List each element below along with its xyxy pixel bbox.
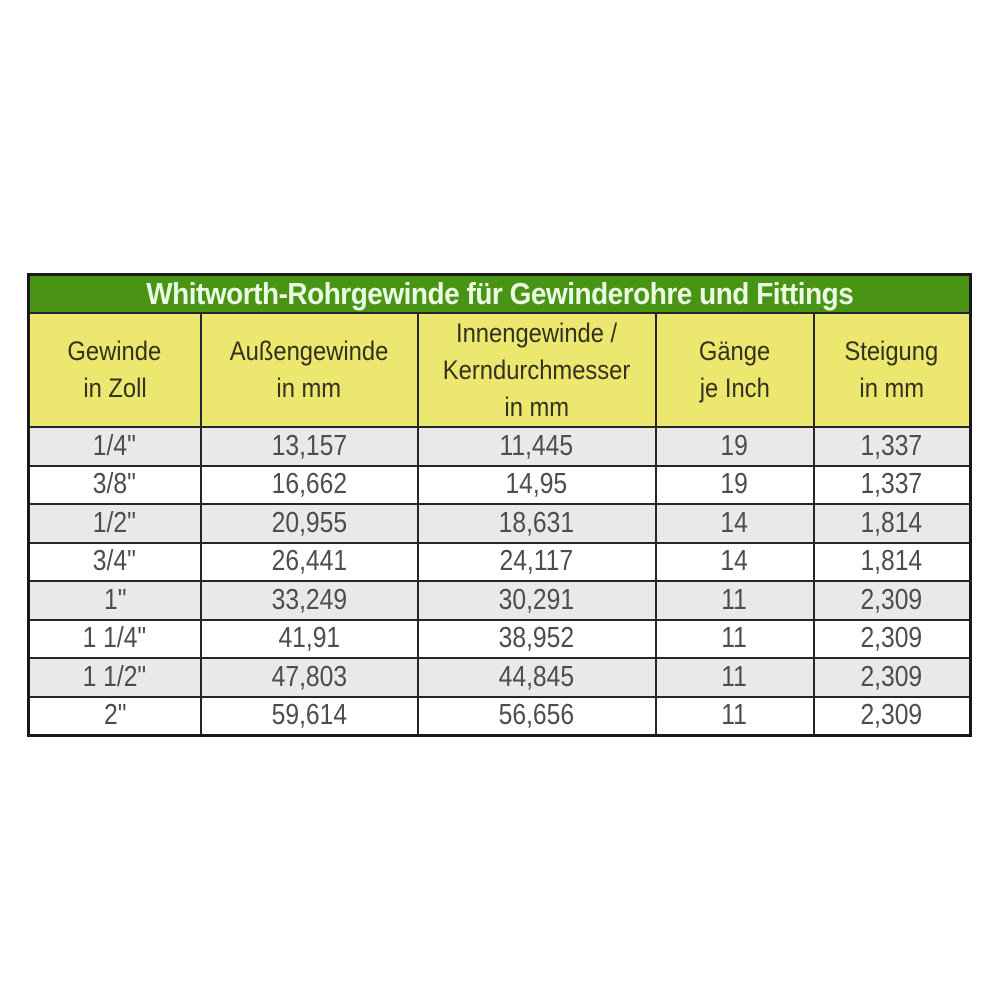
table-row [29, 658, 971, 697]
table-cell-value: 13,157 [271, 429, 347, 462]
table-cell [814, 504, 971, 543]
table-cell [418, 581, 656, 620]
table-cell [656, 581, 814, 620]
table-cell-value: 20,955 [271, 506, 347, 539]
table-cell-value: 30,291 [498, 583, 575, 616]
table-cell-value: 3/4" [93, 545, 137, 578]
table-cell-value: 14 [720, 545, 749, 578]
table-cell-value: 1,814 [860, 506, 923, 539]
table-cell [814, 543, 971, 582]
table-cell [814, 466, 971, 505]
table-cell [201, 658, 418, 697]
table-cell [814, 427, 971, 466]
table-cell-value: 3/8" [93, 468, 137, 501]
column-header-line: in mm [859, 373, 925, 403]
table-row [29, 504, 971, 543]
table-cell-value: 1/2" [93, 506, 137, 539]
table-cell-value: 1/4" [93, 429, 137, 462]
table-cell [814, 697, 971, 736]
table-cell-value: 24,117 [499, 545, 574, 578]
table-cell-value: 11 [721, 660, 748, 693]
table-cell [201, 697, 418, 736]
table-cell-value: 1,814 [860, 545, 923, 578]
column-header-line: je Inch [699, 373, 770, 403]
table-row [29, 697, 971, 736]
column-header-1 [201, 313, 418, 427]
table-cell [201, 620, 418, 659]
table-row [29, 581, 971, 620]
column-header-line: in mm [276, 373, 342, 403]
table-cell [656, 620, 814, 659]
table-cell [418, 620, 656, 659]
column-header-2 [418, 313, 656, 427]
table-cell-value: 19 [720, 468, 749, 501]
table-cell-value: 11 [721, 622, 748, 655]
table-cell-value: 11,445 [499, 429, 574, 462]
table-cell-value: 2" [103, 699, 126, 732]
table-cell-value: 2,309 [860, 699, 923, 732]
table-row [29, 427, 971, 466]
table-cell-value: 18,631 [498, 506, 575, 539]
table-cell-value: 1,337 [860, 429, 923, 462]
table-cell [418, 466, 656, 505]
table-row [29, 543, 971, 582]
table-cell [656, 427, 814, 466]
whitworth-thread-table [27, 273, 972, 737]
table-cell-value: 33,249 [271, 583, 347, 616]
table-cell [29, 697, 201, 736]
table-cell [814, 620, 971, 659]
table-cell [814, 581, 971, 620]
table-cell-value: 14,95 [505, 468, 568, 501]
table-cell-value: 47,803 [271, 660, 347, 693]
table-cell-value: 1 1/2" [82, 660, 147, 693]
table-cell-value: 38,952 [498, 622, 575, 655]
table-cell [29, 581, 201, 620]
table-cell-value: 44,845 [498, 660, 575, 693]
table-cell [418, 504, 656, 543]
title-row [29, 275, 971, 314]
table-cell-value: 41,91 [278, 622, 340, 655]
table-cell [29, 427, 201, 466]
table-cell [656, 543, 814, 582]
table-cell [29, 466, 201, 505]
column-header-line: in Zoll [83, 373, 147, 403]
table-cell-value: 1 1/4" [82, 622, 147, 655]
column-header-line: Außengewinde [229, 336, 389, 366]
table-cell [201, 543, 418, 582]
table-cell [656, 466, 814, 505]
table-cell-value: 2,309 [860, 660, 923, 693]
table-cell [814, 658, 971, 697]
table-cell-value: 11 [721, 699, 748, 732]
table-cell-value: 19 [720, 429, 749, 462]
column-header-0 [29, 313, 201, 427]
column-header-3 [656, 313, 814, 427]
column-header-line: Innengewinde / [455, 317, 618, 348]
table-cell [656, 504, 814, 543]
column-header-4 [814, 313, 971, 427]
table-cell [656, 658, 814, 697]
table-cell [201, 427, 418, 466]
column-header-row [29, 313, 971, 427]
column-header-line: Gewinde [67, 336, 162, 366]
column-header-line: Steigung [844, 336, 939, 366]
table-cell [418, 543, 656, 582]
table-title-text: Whitworth-Rohrgewinde für Gewinderohre und Fittings [145, 276, 854, 311]
table-cell [418, 427, 656, 466]
table-cell [418, 697, 656, 736]
table-cell [29, 504, 201, 543]
table-row [29, 620, 971, 659]
table-cell [29, 620, 201, 659]
table-cell-value: 2,309 [860, 622, 923, 655]
table-cell [201, 581, 418, 620]
whitworth-thread-table-wrapper [27, 273, 969, 737]
table-cell [201, 466, 418, 505]
table-cell-value: 2,309 [860, 583, 923, 616]
table-cell-value: 59,614 [271, 699, 347, 732]
column-header-line: in mm [504, 391, 569, 422]
table-cell [418, 658, 656, 697]
table-cell [201, 504, 418, 543]
column-header-line: Gänge [698, 336, 771, 366]
table-cell-value: 16,662 [271, 468, 347, 501]
table-cell-value: 1" [103, 583, 126, 616]
table-cell [29, 543, 201, 582]
table-cell-value: 26,441 [271, 545, 347, 578]
column-header-line: Kerndurchmesser [442, 354, 631, 385]
table-title [29, 275, 971, 314]
table-row [29, 466, 971, 505]
table-cell [656, 697, 814, 736]
table-cell-value: 11 [721, 583, 748, 616]
table-body [29, 427, 971, 736]
table-cell-value: 1,337 [860, 468, 923, 501]
table-cell [29, 658, 201, 697]
table-cell-value: 56,656 [498, 699, 575, 732]
table-cell-value: 14 [720, 506, 749, 539]
